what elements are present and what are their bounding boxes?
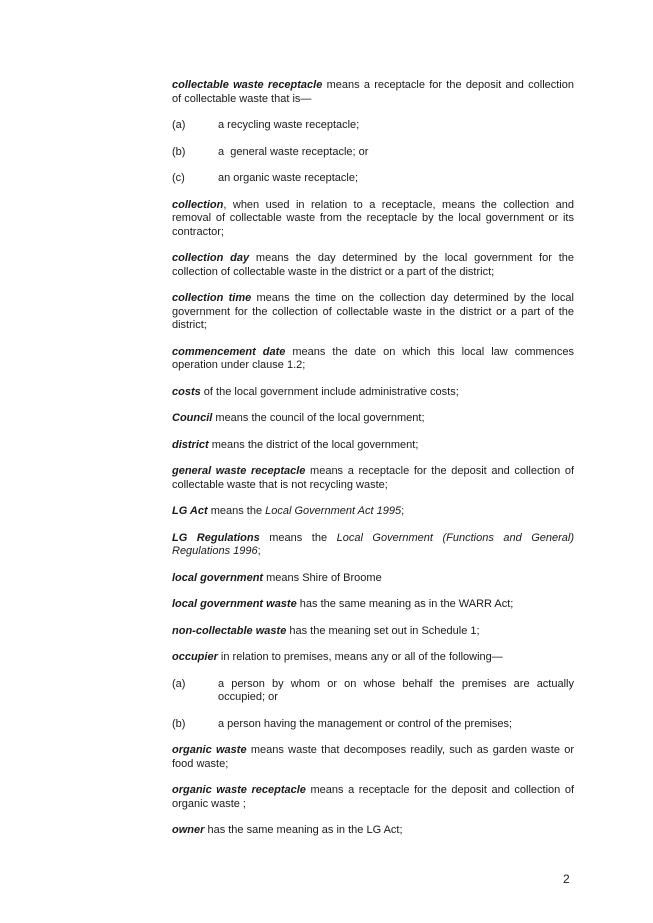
item-text: a recycling waste receptacle; bbox=[218, 119, 360, 131]
definition-text: has the meaning set out in Schedule 1; bbox=[286, 624, 480, 637]
definition-text: has the same meaning as in the WARR Act; bbox=[296, 598, 514, 610]
item-text: a person having the management or control of the premises; bbox=[218, 717, 513, 730]
term: costs bbox=[172, 385, 201, 398]
term: owner bbox=[172, 824, 205, 836]
definition-text: means a receptacle for the deposit and collection of organic waste ; bbox=[172, 784, 575, 810]
definition-text: means the district of the local government; bbox=[208, 438, 419, 451]
item-text: a general waste receptacle; or bbox=[218, 145, 369, 158]
item-label: (b) bbox=[172, 717, 186, 730]
definition-lg-regulations bbox=[172, 532, 574, 559]
definition-text: has the same meaning as in the LG Act; bbox=[204, 824, 403, 836]
definition-text: in relation to premises, means any or all of the following— bbox=[217, 651, 503, 663]
term: organic waste bbox=[172, 744, 247, 756]
definitions-list bbox=[172, 79, 574, 851]
item-label: (a) bbox=[172, 677, 186, 690]
definition-collection bbox=[172, 199, 574, 240]
definition-collection-time bbox=[172, 292, 574, 333]
definition-lg-act bbox=[172, 505, 574, 519]
item-label: (a) bbox=[172, 119, 186, 131]
definition-local-government bbox=[172, 572, 574, 586]
definition-text: means the council of the local government; bbox=[212, 412, 425, 424]
term: organic waste receptacle bbox=[172, 784, 306, 796]
definition-text: means the day determined by the local government for the collection of collectable waste in the district or a part of the district; bbox=[172, 252, 574, 278]
definition-district bbox=[172, 439, 574, 453]
definition-text: means the bbox=[207, 505, 266, 517]
item-text: a person by whom or on whose behalf the premises are actually occupied; or bbox=[218, 677, 574, 703]
definition-costs bbox=[172, 386, 574, 400]
term: collectable waste receptacle bbox=[172, 79, 323, 91]
term: LG Act bbox=[172, 505, 208, 517]
list-item bbox=[172, 678, 574, 705]
definition-text: means a receptacle for the deposit and collection of collectable waste that is— bbox=[172, 79, 574, 105]
definition-text: means waste that decomposes readily, such as garden waste or food waste; bbox=[172, 744, 575, 770]
term: occupier bbox=[172, 651, 218, 663]
term: commencement date bbox=[172, 345, 286, 358]
definition-general-waste-receptacle bbox=[172, 465, 574, 492]
definition-text: means the bbox=[259, 531, 337, 544]
definition-text-end: ; bbox=[401, 505, 405, 517]
definition-owner bbox=[172, 824, 574, 838]
term: local government bbox=[172, 571, 264, 584]
term: Council bbox=[172, 412, 213, 424]
definition-local-government-waste bbox=[172, 598, 574, 612]
act-title: Local Government Act 1995 bbox=[265, 505, 402, 517]
definition-text: means the date on which this local law commences operation under clause 1.2; bbox=[172, 345, 574, 371]
definition-occupier bbox=[172, 651, 574, 665]
term: local government waste bbox=[172, 598, 297, 610]
definition-organic-waste bbox=[172, 744, 574, 771]
item-text: an organic waste receptacle; bbox=[218, 172, 359, 184]
term: collection time bbox=[172, 292, 252, 304]
item-label: (b) bbox=[172, 145, 186, 158]
page-number: 2 bbox=[563, 872, 570, 886]
definition-text: means a receptacle for the deposit and collection of collectable waste that is not recycling waste; bbox=[172, 465, 574, 491]
definition-text: means Shire of Broome bbox=[263, 571, 382, 584]
definition-collection-day bbox=[172, 252, 574, 279]
definition-commencement-date bbox=[172, 346, 574, 373]
regulations-title: Local Government (Functions and General) Regulations 1996 bbox=[172, 531, 574, 557]
definition-text: , when used in relation to a receptacle, means the collection and removal of collectable waste from the receptacle by the local government or its contractor; bbox=[172, 198, 574, 238]
term: district bbox=[172, 438, 209, 451]
definition-text: of the local government include administrative costs; bbox=[200, 385, 459, 398]
item-label: (c) bbox=[172, 172, 185, 184]
definition-organic-waste-receptacle bbox=[172, 784, 574, 811]
definition-council bbox=[172, 412, 574, 426]
list-item bbox=[172, 172, 574, 186]
definition-text-end: ; bbox=[257, 545, 261, 557]
term: collection day bbox=[172, 252, 250, 264]
term: collection bbox=[172, 198, 224, 211]
term: LG Regulations bbox=[172, 531, 260, 544]
term: general waste receptacle bbox=[172, 465, 306, 477]
list-item bbox=[172, 718, 574, 732]
definition-text: means the time on the collection day determined by the local government for the collection of collectable waste in the district or a part of the district; bbox=[172, 292, 574, 331]
list-item bbox=[172, 146, 574, 160]
definition-non-collectable-waste bbox=[172, 625, 574, 639]
list-item bbox=[172, 119, 574, 133]
definition-collectable-waste-receptacle bbox=[172, 79, 574, 106]
term: non-collectable waste bbox=[172, 624, 287, 637]
